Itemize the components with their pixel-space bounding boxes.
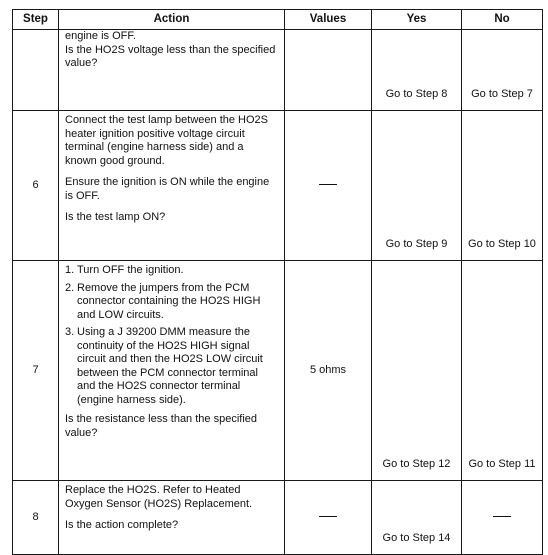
not-applicable-dash bbox=[319, 516, 337, 517]
header-action: Action bbox=[59, 10, 285, 30]
no-cell: Go to Step 10 bbox=[462, 111, 543, 261]
not-applicable-dash bbox=[493, 516, 511, 517]
list-item-text: Remove the jumpers from the PCM connector containing the HO2S HIGH and LOW circuits. bbox=[77, 281, 261, 321]
yes-cell: Go to Step 9 bbox=[372, 111, 462, 261]
header-no: No bbox=[462, 10, 543, 30]
list-item-number: 1. bbox=[65, 264, 75, 276]
values-cell bbox=[285, 30, 372, 111]
list-item bbox=[65, 264, 278, 278]
header-step: Step bbox=[13, 10, 59, 30]
list-item-number: 3. bbox=[65, 326, 75, 338]
action-text: Connect the test lamp between the HO2S heater ignition positive voltage circuit terminal (engine harness side) and a known good ground. bbox=[65, 114, 269, 167]
list-item bbox=[65, 282, 278, 323]
values-cell: 5 ohms bbox=[285, 261, 372, 481]
yes-cell: Go to Step 12 bbox=[372, 261, 462, 481]
header-values: Values bbox=[285, 10, 372, 30]
step-cell: 8 bbox=[13, 481, 59, 555]
not-applicable-dash bbox=[319, 184, 337, 185]
header-yes: Yes bbox=[372, 10, 462, 30]
list-item bbox=[65, 326, 278, 407]
action-text: Ensure the ignition is ON while the engine is OFF. bbox=[65, 176, 270, 202]
no-cell: Go to Step 7 bbox=[462, 30, 543, 111]
list-item-text: Turn OFF the ignition. bbox=[77, 264, 184, 276]
step-cell: 7 bbox=[13, 261, 59, 481]
no-cell: Go to Step 11 bbox=[462, 261, 543, 481]
action-cell bbox=[59, 111, 285, 261]
step-cell bbox=[13, 30, 59, 111]
action-question: Is the resistance less than the specified value? bbox=[65, 413, 257, 439]
table-row bbox=[13, 261, 543, 481]
action-text: engine is OFF. bbox=[65, 30, 136, 42]
values-cell bbox=[285, 111, 372, 261]
list-item-text: Using a J 39200 DMM measure the continuity of the HO2S HIGH signal circuit and then the HO2S LOW circuit between the PCM connector terminal and the HO2S connector terminal (engine harness side). bbox=[77, 326, 263, 406]
header-row bbox=[13, 10, 543, 30]
action-question: Is the HO2S voltage less than the specified value? bbox=[65, 43, 276, 69]
action-cell bbox=[59, 30, 285, 111]
values-cell bbox=[285, 481, 372, 555]
table-row bbox=[13, 30, 543, 111]
step-cell: 6 bbox=[13, 111, 59, 261]
action-steps-list bbox=[65, 264, 278, 407]
table-row bbox=[13, 481, 543, 555]
action-question: Is the test lamp ON? bbox=[65, 211, 166, 223]
no-cell bbox=[462, 481, 543, 555]
yes-cell: Go to Step 14 bbox=[372, 481, 462, 555]
action-cell bbox=[59, 481, 285, 555]
table-row bbox=[13, 111, 543, 261]
yes-cell: Go to Step 8 bbox=[372, 30, 462, 111]
action-cell bbox=[59, 261, 285, 481]
list-item-number: 2. bbox=[65, 281, 75, 294]
action-question: Is the action complete? bbox=[65, 519, 179, 531]
diagnostic-table bbox=[12, 9, 543, 555]
action-text: Replace the HO2S. Refer to Heated Oxygen Sensor (HO2S) Replacement. bbox=[65, 484, 253, 510]
